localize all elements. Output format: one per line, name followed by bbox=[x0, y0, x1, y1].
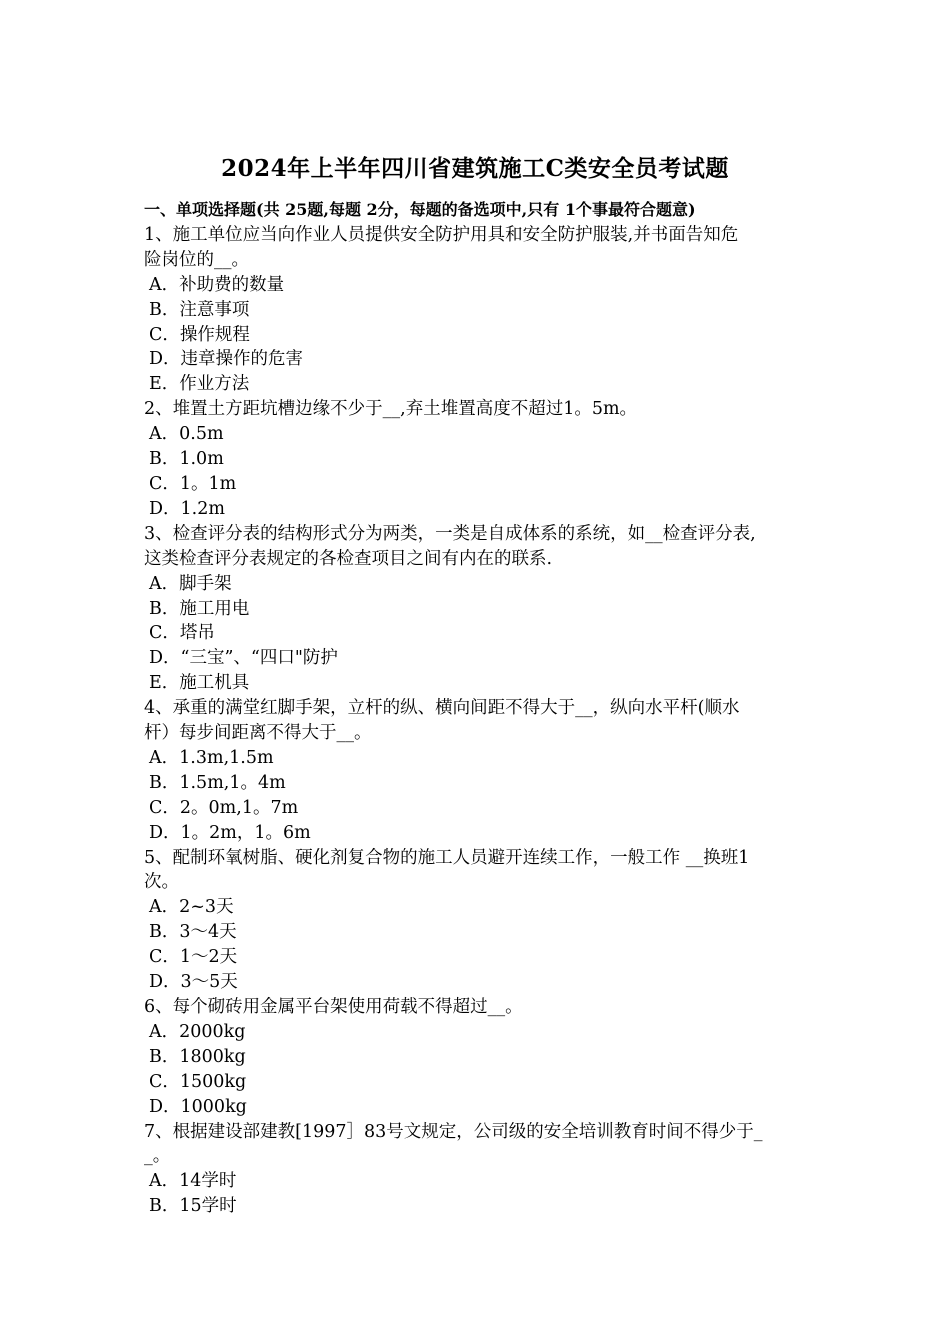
question-stem bbox=[144, 522, 814, 572]
question-stem-line: 险岗位的__。 bbox=[144, 249, 249, 270]
answer-option: B．施工用电 bbox=[149, 598, 250, 619]
question-4 bbox=[144, 696, 814, 845]
section-heading: 一、单项选择题(共 25题,每题 2分，每题的备选项中,只有 1个事最符合题意) bbox=[144, 200, 696, 219]
answer-option: C．2。0m,1。7m bbox=[149, 797, 299, 818]
answer-option: A．2000kg bbox=[149, 1021, 246, 1042]
answer-option: C．1。1m bbox=[149, 473, 237, 494]
answer-option: B．3～4天 bbox=[149, 922, 237, 943]
question-7 bbox=[144, 1120, 814, 1220]
question-stem-line: 这类检查评分表规定的各检查项目之间有内在的联系. bbox=[144, 548, 553, 569]
answer-option: D．1。2m，1。6m bbox=[149, 822, 311, 843]
answer-option: B．1800kg bbox=[149, 1046, 246, 1067]
question-stem bbox=[144, 1120, 814, 1170]
answer-option: D．“三宝”、“四口"防护 bbox=[149, 648, 338, 669]
question-1 bbox=[144, 223, 814, 397]
answer-option: A．2~3天 bbox=[149, 897, 234, 918]
answer-option: C．1～2天 bbox=[149, 947, 238, 968]
question-stem bbox=[144, 995, 814, 1020]
answer-option: E．作业方法 bbox=[149, 374, 250, 395]
answer-option: D．3～5天 bbox=[149, 972, 238, 993]
answer-option: B．注意事项 bbox=[149, 299, 250, 320]
question-3 bbox=[144, 522, 814, 696]
question-stem-line: 4、承重的满堂红脚手架，立杆的纵、横向间距不得大于__，纵向水平杆(顺水 bbox=[144, 698, 740, 719]
answer-option: C．操作规程 bbox=[149, 324, 250, 345]
question-stem bbox=[144, 846, 814, 896]
answer-option: C．塔吊 bbox=[149, 623, 215, 644]
question-stem bbox=[144, 223, 814, 273]
question-stem-line: 次。 bbox=[144, 872, 179, 893]
answer-option: A．脚手架 bbox=[149, 573, 232, 594]
answer-option: A．1.3m,1.5m bbox=[149, 747, 274, 768]
document-title: 2024年上半年四川省建筑施工C类安全员考试题 bbox=[221, 155, 729, 182]
answer-option: B．1.5m,1。4m bbox=[149, 772, 286, 793]
answer-option: E．施工机具 bbox=[149, 673, 250, 694]
question-stem-line: 7、根据建设部建教[1997］83号文规定，公司级的安全培训教育时间不得少于_ bbox=[144, 1121, 763, 1142]
question-stem-line: 6、每个砌砖用金属平台架使用荷载不得超过__。 bbox=[144, 997, 523, 1017]
question-6 bbox=[144, 995, 814, 1120]
answer-option: D．1000kg bbox=[149, 1096, 247, 1117]
question-stem-line: _。 bbox=[144, 1146, 171, 1167]
question-stem-line: 3、检查评分表的结构形式分为两类，一类是自成体系的系统，如__检查评分表, bbox=[144, 523, 756, 544]
question-2 bbox=[144, 397, 814, 522]
answer-option: D．违章操作的危害 bbox=[149, 349, 304, 370]
answer-option: D．1.2m bbox=[149, 498, 225, 519]
answer-option: A．14学时 bbox=[149, 1171, 237, 1192]
question-5 bbox=[144, 846, 814, 995]
answer-option: B．15学时 bbox=[149, 1196, 237, 1217]
answer-option: C．1500kg bbox=[149, 1071, 247, 1092]
question-stem bbox=[144, 397, 814, 422]
question-stem-line: 5、配制环氧树脂、硬化剂复合物的施工人员避开连续工作，一般工作 __换班1 bbox=[144, 847, 750, 868]
question-stem-line: 杆）每步间距离不得大于__。 bbox=[144, 723, 372, 744]
answer-option: A．0.5m bbox=[149, 424, 224, 445]
question-stem-line: 2、堆置土方距坑槽边缘不少于__,弃土堆置高度不超过1。5m。 bbox=[144, 399, 638, 420]
answer-option: A．补助费的数量 bbox=[149, 274, 285, 295]
question-stem-line: 1、施工单位应当向作业人员提供安全防护用具和安全防护服装,并书面告知危 bbox=[144, 224, 739, 245]
question-stem bbox=[144, 696, 814, 746]
answer-option: B．1.0m bbox=[149, 449, 224, 470]
question-list bbox=[144, 198, 814, 1219]
